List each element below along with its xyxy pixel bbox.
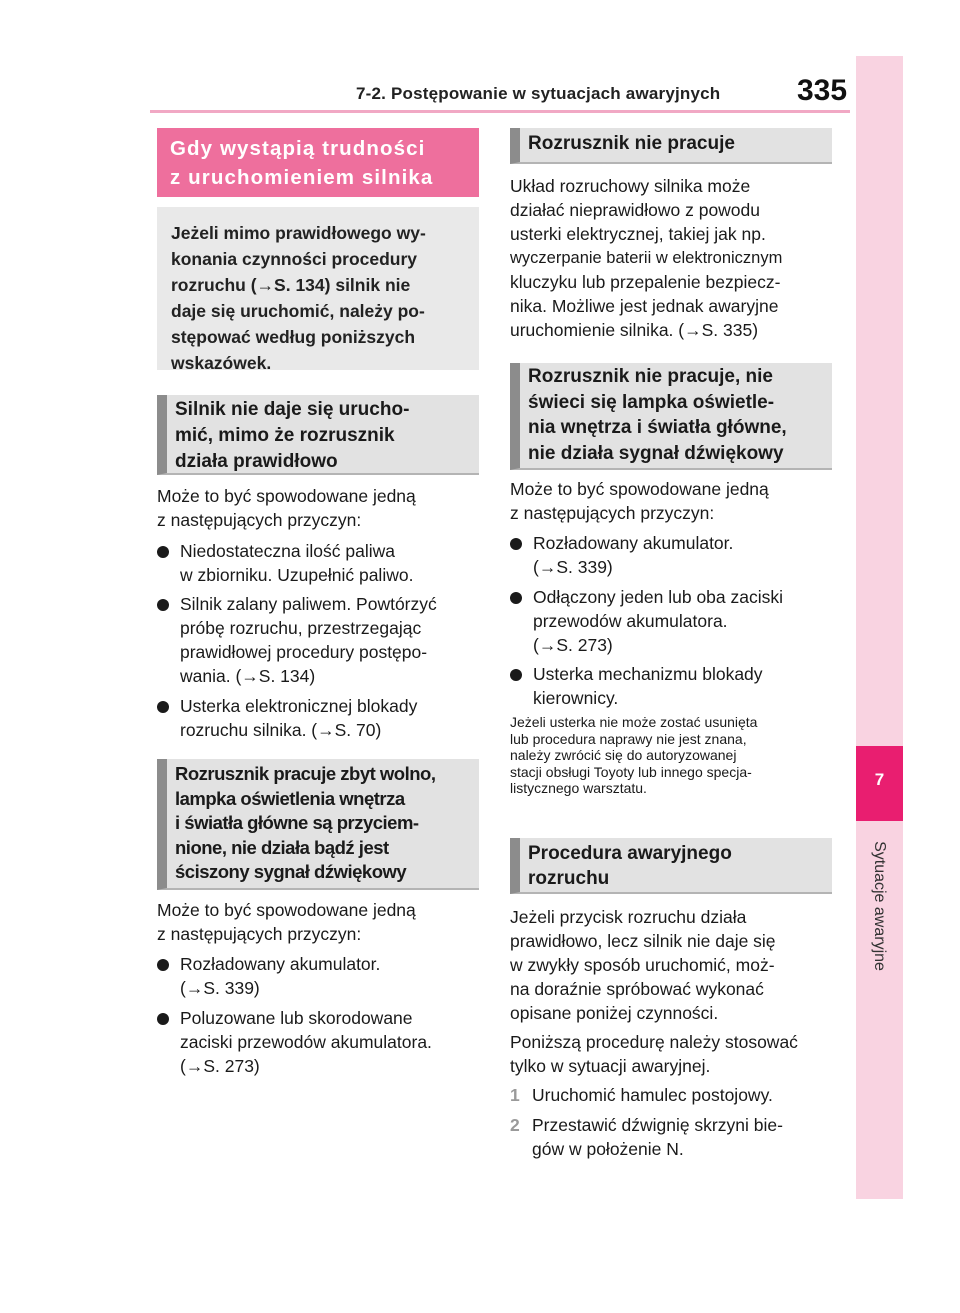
heading-line: i światła główne są przyciem- bbox=[175, 812, 419, 833]
chapter-sidebar bbox=[856, 56, 903, 1199]
text-line: rozruchu silnika. (→S. 70) bbox=[180, 720, 382, 740]
text-line: Usterka mechanizmu blokady bbox=[533, 664, 763, 684]
text-line: stacji obsługi Toyoty lub innego specja- bbox=[510, 763, 752, 780]
topic-title-line: Gdy wystąpią trudności bbox=[170, 137, 426, 160]
text-line: kluczyku lub przepalenie bezpiecz- bbox=[510, 272, 781, 292]
text-line: Silnik zalany paliwem. Powtórzyć bbox=[180, 594, 437, 614]
bullet-icon bbox=[157, 701, 169, 713]
chapter-label: Sytuacje awaryjne bbox=[871, 841, 888, 971]
bullet-icon bbox=[157, 959, 169, 971]
text-line: Jeżeli usterka nie może zostać usunięta bbox=[510, 714, 758, 730]
bullet-icon bbox=[510, 592, 522, 604]
heading-line: rozruchu bbox=[528, 868, 610, 889]
heading-line: Procedura awaryjnego bbox=[528, 843, 732, 864]
text-line: z następujących przyczyn: bbox=[157, 510, 362, 530]
text-line: (→S. 339) bbox=[533, 557, 613, 577]
text-line: zaciski przewodów akumulatora. bbox=[180, 1032, 432, 1052]
heading-line: nie działa sygnał dźwiękowy bbox=[528, 442, 784, 464]
step-number: 1 bbox=[510, 1085, 520, 1105]
text-line: przewodów akumulatora. bbox=[533, 611, 728, 631]
intro-line: stępować według poniższych bbox=[171, 327, 416, 347]
text-line: Poniższą procedurę należy stosować bbox=[510, 1032, 798, 1052]
text-line: lub procedura naprawy nie jest znana, bbox=[510, 730, 747, 747]
paragraph bbox=[510, 174, 782, 342]
paragraph bbox=[510, 1030, 798, 1078]
text-line: działać nieprawidłowo z powodu bbox=[510, 200, 761, 220]
page-number: 335 bbox=[797, 74, 848, 107]
text-line: próbę rozruchu, przestrzegając bbox=[180, 618, 422, 638]
text-line: Jeżeli przycisk rozruchu działa bbox=[510, 907, 747, 927]
text-line: Może to być spowodowane jedną bbox=[157, 486, 416, 506]
heading-line: nione, nie działa bądź jest bbox=[175, 836, 389, 858]
note bbox=[510, 714, 757, 797]
text-line: tylko w sytuacji awaryjnej. bbox=[510, 1056, 711, 1076]
text-line: należy zwrócić się do autoryzowanej bbox=[510, 747, 737, 763]
heading-line: Silnik nie daje się urucho- bbox=[175, 399, 410, 420]
text-line: gów w położenie N. bbox=[532, 1139, 684, 1159]
text-line: Rozładowany akumulator. bbox=[533, 533, 734, 553]
intro-line: Jeżeli mimo prawidłowego wy- bbox=[171, 223, 426, 243]
text-line: Odłączony jeden lub oba zaciski bbox=[533, 587, 784, 607]
bullet-icon bbox=[510, 538, 522, 550]
text-line: wania. (→S. 134) bbox=[180, 666, 316, 686]
text-line: prawidłowej procedury postępo- bbox=[180, 642, 428, 662]
text-line: Rozładowany akumulator. bbox=[180, 954, 381, 974]
intro-box bbox=[157, 207, 479, 373]
text-line: na doraźnie spróbować wykonać bbox=[510, 979, 764, 999]
text-line: opisane poniżej czynności. bbox=[510, 1003, 719, 1023]
text-line: prawidłowo, lecz silnik nie daje się bbox=[510, 931, 776, 951]
step-number: 2 bbox=[510, 1115, 520, 1135]
text-line: Usterka elektronicznej blokady bbox=[180, 696, 418, 716]
text-line: w zwykły sposób uruchomić, moż- bbox=[510, 955, 775, 975]
text-line: Poluzowane lub skorodowane bbox=[180, 1008, 413, 1028]
header-rule bbox=[150, 110, 850, 113]
text-line: Układ rozruchowy silnika może bbox=[510, 176, 751, 196]
text-line: Może to być spowodowane jedną bbox=[510, 479, 769, 499]
heading-line: ściszony sygnał dźwiękowy bbox=[175, 861, 407, 882]
bullet-icon bbox=[510, 669, 522, 681]
section-heading bbox=[510, 838, 832, 894]
bullet-icon bbox=[157, 599, 169, 611]
heading-line: Rozrusznik nie pracuje bbox=[528, 133, 735, 154]
text-line: Może to być spowodowane jedną bbox=[157, 900, 416, 920]
text-line: Przestawić dźwignię skrzyni bie- bbox=[532, 1115, 783, 1135]
text-line: z następujących przyczyn: bbox=[510, 503, 715, 523]
intro-line: wskazówek. bbox=[171, 353, 272, 373]
text-line: kierownicy. bbox=[533, 688, 619, 708]
section-heading bbox=[157, 395, 479, 475]
paragraph bbox=[510, 905, 776, 1025]
text-line: uruchomienie silnika. (→S. 335) bbox=[510, 320, 759, 340]
section-header: 7-2. Postępowanie w sytuacjach awaryjnych bbox=[356, 84, 721, 103]
heading-line: Rozrusznik pracuje zbyt wolno, bbox=[175, 763, 436, 784]
text-line: listycznego warsztatu. bbox=[510, 780, 647, 796]
heading-line: mić, mimo że rozrusznik bbox=[175, 425, 395, 446]
intro-line: rozruchu (→S. 134) silnik nie bbox=[171, 275, 411, 295]
text-line: usterki elektrycznej, takiej jak np. bbox=[510, 224, 766, 244]
bullet-icon bbox=[157, 1013, 169, 1025]
heading-line: świeci się lampka oświetle- bbox=[528, 391, 775, 413]
text-line: (→S. 273) bbox=[533, 635, 613, 655]
topic-title bbox=[157, 128, 479, 197]
lead-paragraph bbox=[510, 477, 769, 525]
heading-line: działa prawidłowo bbox=[175, 451, 338, 472]
bullet-icon bbox=[157, 546, 169, 558]
intro-line: daje się uruchomić, należy po- bbox=[171, 301, 425, 321]
section-heading bbox=[510, 128, 832, 164]
intro-line: konania czynności procedury bbox=[171, 249, 418, 269]
lead-paragraph bbox=[157, 898, 416, 946]
heading-line: Rozrusznik nie pracuje, nie bbox=[528, 366, 773, 387]
chapter-number: 7 bbox=[874, 770, 885, 789]
text-line: (→S. 273) bbox=[180, 1056, 260, 1076]
text-line: w zbiorniku. Uzupełnić paliwo. bbox=[180, 565, 414, 585]
section-heading bbox=[157, 759, 479, 890]
text-line: z następujących przyczyn: bbox=[157, 924, 362, 944]
text-line: wyczerpanie baterii w elektronicznym bbox=[510, 249, 783, 267]
heading-line: nia wnętrza i światła główne, bbox=[528, 417, 787, 438]
heading-line: lampka oświetlenia wnętrza bbox=[175, 787, 405, 809]
lead-paragraph bbox=[157, 484, 416, 532]
text-line: Niedostateczna ilość paliwa bbox=[180, 541, 395, 561]
text-line: (→S. 339) bbox=[180, 978, 260, 998]
section-heading bbox=[510, 363, 832, 470]
topic-title-line: z uruchomieniem silnika bbox=[170, 166, 434, 189]
text-line: nika. Możliwe jest jednak awaryjne bbox=[510, 296, 779, 316]
text-line: Uruchomić hamulec postojowy. bbox=[532, 1085, 773, 1105]
